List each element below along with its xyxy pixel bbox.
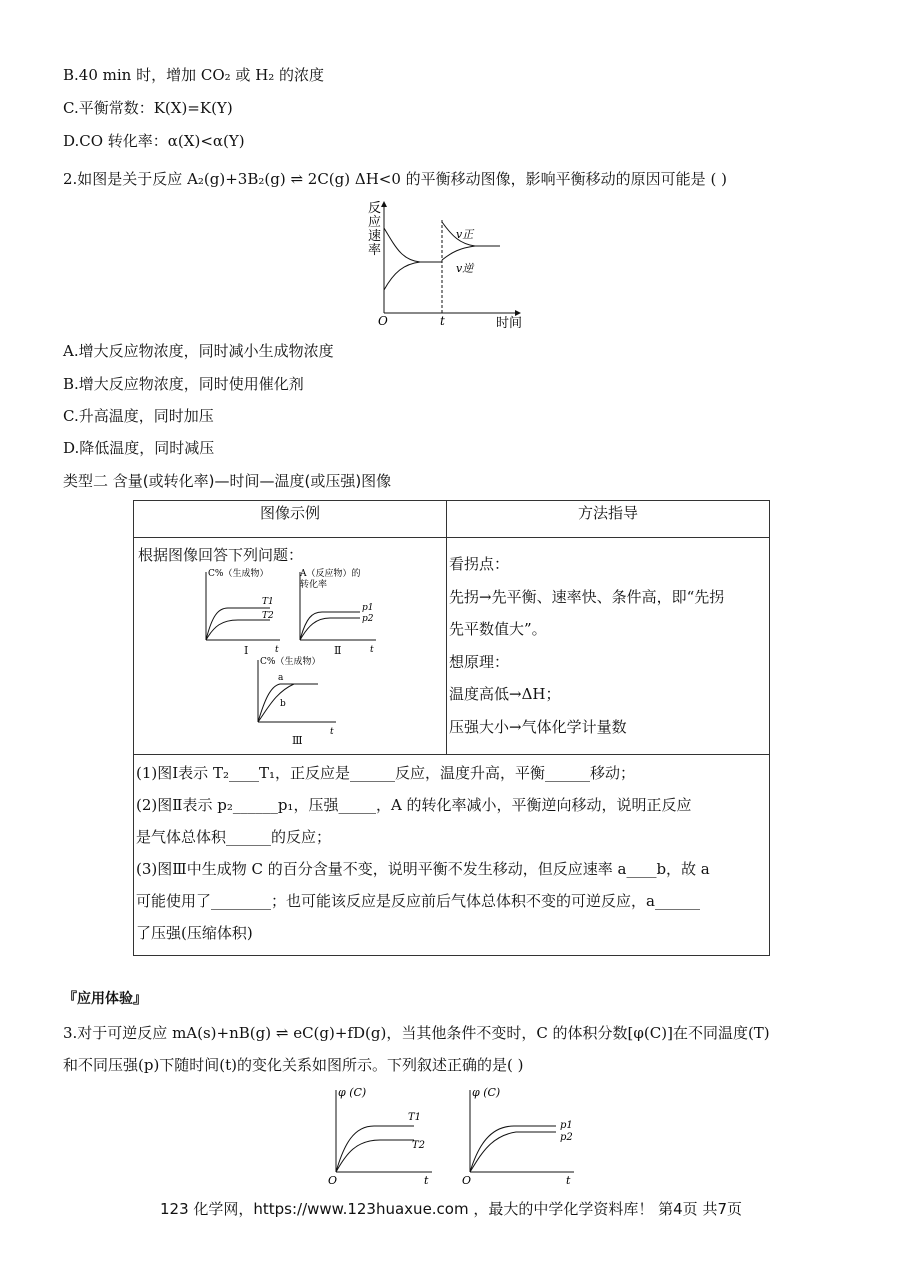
y-label-char: 反 — [368, 201, 382, 216]
y-label-char: 应 — [368, 215, 382, 230]
method-line: 压强大小→气体化学计量数 — [449, 717, 627, 736]
question-3: 3.对于可逆反应 mA(s)+nB(g) ⇌ eC(g)+fD(g)，当其他条件不变时，C 的体积分数[φ(C)]在不同温度(T) — [63, 1024, 770, 1042]
graph-one-ylabel: C%（生成物） — [208, 569, 269, 579]
option-d: D.CO 转化率：α(X)<α(Y) — [63, 132, 245, 150]
curve-p2-label: p2 — [560, 1132, 573, 1143]
caption-two: Ⅱ — [334, 644, 342, 657]
graph-two-ylabel: A（反应物）的 — [300, 569, 361, 579]
curve-t2-label: T2 — [262, 611, 274, 621]
graph-three — [248, 656, 340, 738]
method-table — [133, 500, 770, 956]
table-question-1: (1)图Ⅰ表示 T₂____T₁，正反应是______反应，温度升高，平衡______移动； — [136, 764, 635, 782]
table-question-3: (3)图Ⅲ中生成物 C 的百分含量不变，说明平衡不发生移动，但反应速率 a____b，故 a — [136, 860, 710, 878]
header-right: 方法指导 — [447, 501, 770, 538]
method-line: 温度高低→ΔH； — [449, 685, 561, 703]
t-label: t — [566, 1174, 571, 1187]
curve-p2-label: p2 — [362, 614, 374, 624]
graph-two — [290, 568, 382, 656]
v-forward-label: v正 — [456, 228, 474, 241]
rate-time-graph — [360, 198, 540, 330]
v-reverse-label: v逆 — [456, 262, 474, 275]
phi-temperature-graph — [320, 1084, 440, 1188]
curve-t2-label: T2 — [412, 1140, 426, 1151]
caption-one: Ⅰ — [244, 644, 249, 657]
curve-b-label: b — [280, 699, 286, 709]
header-left: 图像示例 — [134, 501, 447, 538]
questions-cell — [134, 755, 770, 956]
phi-label: φ (C) — [472, 1086, 501, 1099]
option-b: B.40 min 时，增加 CO₂ 或 H₂ 的浓度 — [63, 66, 325, 84]
t-label: t — [275, 645, 279, 655]
t-label: t — [370, 645, 374, 655]
figure-cell — [134, 538, 447, 755]
method-line: 先拐→先平衡、速率快、条件高，即“先拐 — [449, 587, 725, 606]
table-question-3-cont: 可能使用了________；也可能该反应是反应前后气体总体积不变的可逆反应，a______ — [136, 892, 700, 910]
graph-two-ylabel-2: 转化率 — [300, 580, 328, 590]
q2-option-b: B.增大反应物浓度，同时使用催化剂 — [63, 375, 304, 393]
x-axis-label: 时间 — [496, 316, 523, 330]
phi-pressure-graph — [454, 1084, 584, 1188]
method-line: 先平数值大”。 — [449, 620, 547, 638]
table-question-3-end: 了压强(压缩体积) — [136, 924, 253, 942]
q2-option-a: A.增大反应物浓度，同时减小生成物浓度 — [63, 342, 334, 360]
caption-three: Ⅲ — [292, 734, 303, 747]
origin-label: O — [378, 314, 388, 328]
q2-option-c: C.升高温度，同时加压 — [63, 407, 214, 425]
origin-label: O — [462, 1174, 472, 1187]
t-label: t — [440, 314, 445, 328]
curve-p1-label: p1 — [560, 1120, 573, 1131]
origin-label: O — [328, 1174, 338, 1187]
table-question-2-cont: 是气体总体积______的反应； — [136, 828, 332, 846]
question-2: 2.如图是关于反应 A₂(g)+3B₂(g) ⇌ 2C(g) ΔH<0 的平衡移动图像，影响平衡移动的原因可能是 ( ) — [63, 170, 727, 188]
curve-t1-label: T1 — [408, 1112, 422, 1123]
curve-t1-label: T1 — [262, 597, 274, 607]
option-c: C.平衡常数：K(X)=K(Y) — [63, 99, 233, 117]
t-label: t — [424, 1174, 429, 1187]
method-line: 想原理： — [449, 652, 510, 671]
phi-label: φ (C) — [338, 1086, 367, 1099]
curve-a-label: a — [278, 673, 284, 683]
curve-p1-label: p1 — [362, 603, 374, 613]
method-line: 看拐点： — [449, 555, 510, 573]
t-label: t — [330, 727, 334, 737]
graph-one — [196, 568, 281, 656]
method-cell — [447, 538, 770, 755]
question-3-cont: 和不同压强(p)下随时间(t)的变化关系如图所示。下列叙述正确的是( ) — [63, 1056, 524, 1074]
table-question-2: (2)图Ⅱ表示 p₂______p₁，压强_____，A 的转化率减小，平衡逆向移动，说明正反应 — [136, 796, 692, 814]
page-footer: 123 化学网，https://www.123huaxue.com ，最大的中学化学资料库！ 第4页 共7页 — [159, 1200, 742, 1218]
y-label-char: 率 — [368, 243, 382, 258]
q2-option-d: D.降低温度，同时减压 — [63, 439, 215, 457]
type-two-heading: 类型二 含量(或转化率)—时间—温度(或压强)图像 — [63, 472, 392, 490]
section-heading: 『应用体验』 — [63, 991, 147, 1007]
graph-three-ylabel: C%（生成物） — [260, 657, 321, 667]
left-intro: 根据图像回答下列问题： — [138, 546, 304, 564]
y-label-char: 速 — [368, 229, 382, 244]
